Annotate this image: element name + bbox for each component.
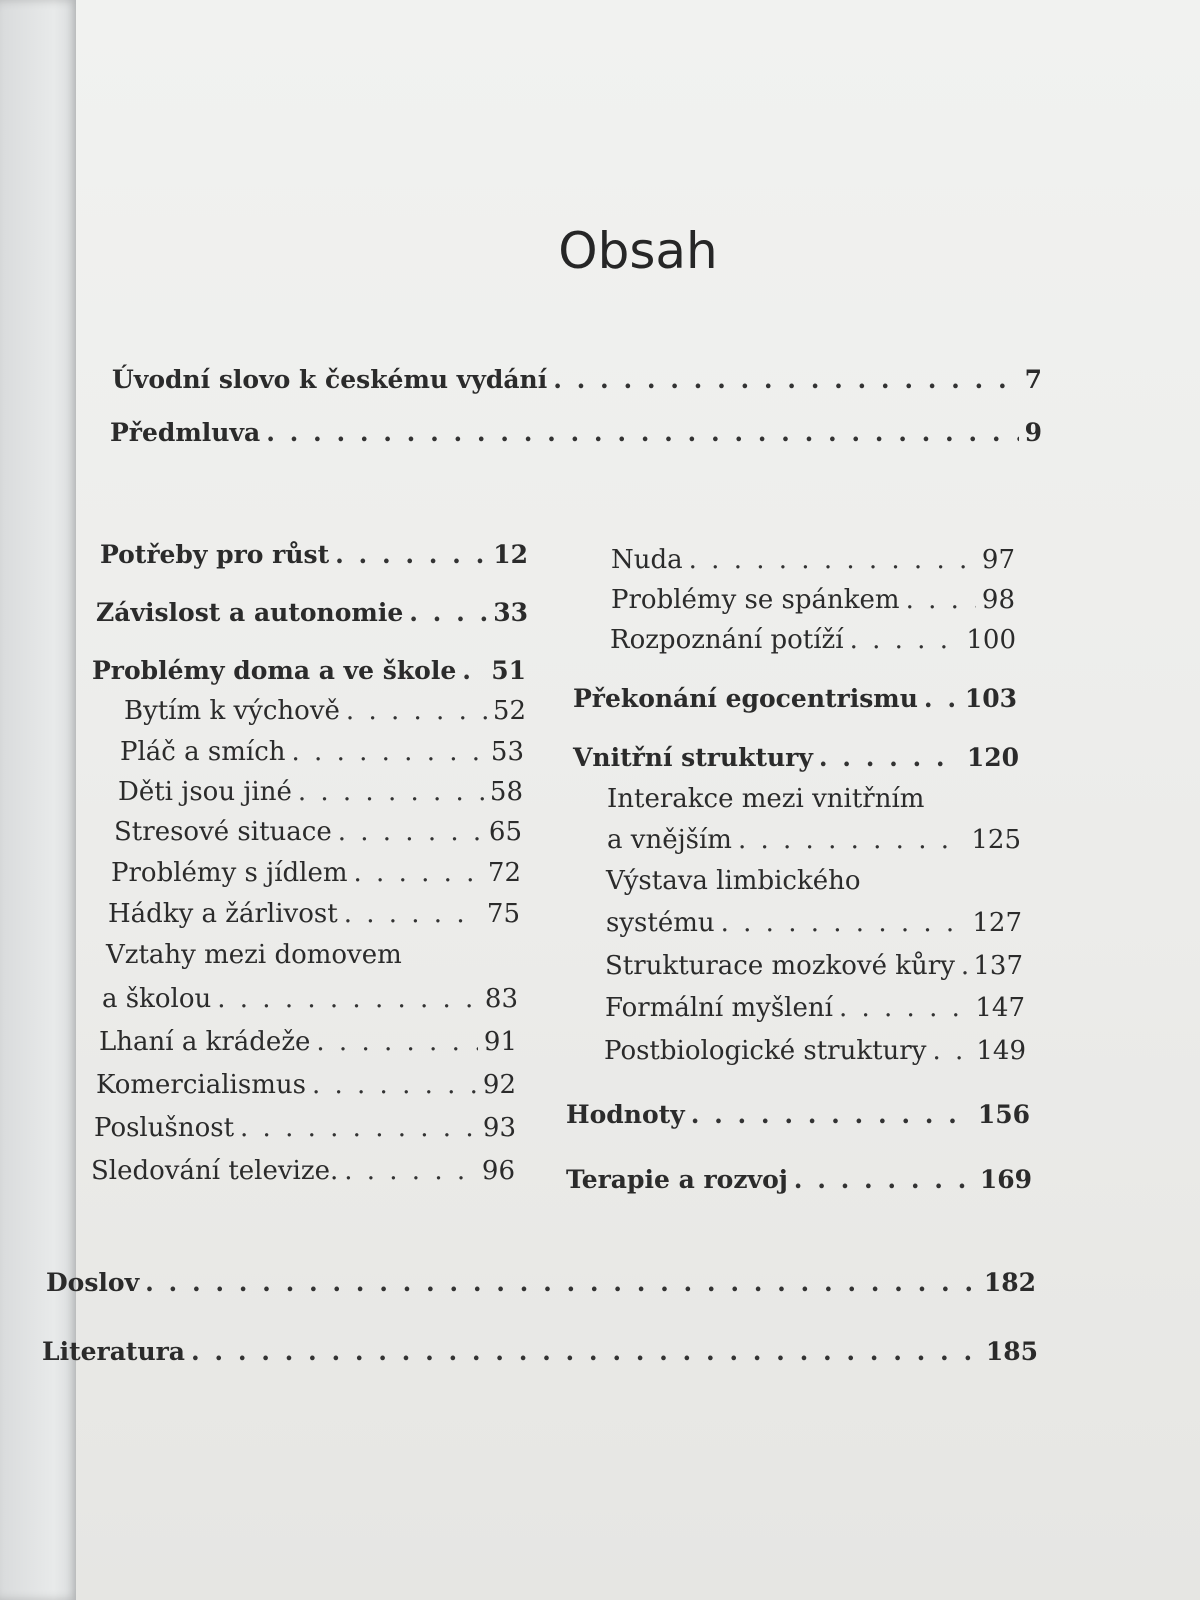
toc-entry-left-2: Závislost a autonomie . . . 33	[96, 598, 528, 627]
toc-entry-left-10-line1: Vztahy mezi domovem	[106, 940, 402, 970]
toc-entry-left-13: Poslušnost . . . 93	[94, 1113, 516, 1143]
toc-entry-left-4: Bytím k výchově . . . 52	[124, 696, 526, 726]
toc-entry-right-2: Problémy se spánkem . . . 98	[611, 585, 1015, 615]
toc-entry-right-6-line1: Interakce mezi vnitřním	[607, 784, 925, 814]
book-page	[42, 0, 1200, 1600]
toc-title: Obsah	[558, 222, 718, 280]
toc-entry-right-12: Terapie a rozvoj . . . 169	[566, 1165, 1032, 1194]
toc-entry-right-11: Hodnoty . . . 156	[566, 1100, 1030, 1129]
toc-entry-right-9: Formální myšlení . . . 147	[605, 993, 1025, 1023]
toc-entry-back-1: Doslov . . . 182	[46, 1268, 1036, 1297]
toc-entry-right-1: Nuda . . . 97	[611, 545, 1015, 575]
toc-entry-right-7: systému . . . 127	[606, 908, 1022, 938]
toc-entry-right-8: Strukturace mozkové kůry . . . 137	[605, 951, 1023, 981]
toc-entry-left-7: Stresové situace . . . 65	[114, 817, 522, 847]
toc-entry-left-1: Potřeby pro růst . . . 12	[100, 540, 528, 569]
toc-entry-right-7-line1: Výstava limbického	[606, 866, 861, 896]
toc-entry-right-3: Rozpoznání potíží . . . 100	[610, 625, 1016, 655]
toc-entry-front-2: Předmluva . . . 9	[110, 418, 1042, 447]
toc-entry-left-11: Lhaní a krádeže . . . 91	[99, 1027, 517, 1057]
toc-entry-front-1: Úvodní slovo k českému vydání . . . 7	[112, 365, 1042, 394]
toc-entry-left-14: Sledování televize. . . . 96	[91, 1156, 515, 1186]
toc-entry-left-3: Problémy doma a ve škole . . . 51	[92, 656, 526, 685]
toc-entry-right-5: Vnitřní struktury . . . 120	[573, 743, 1019, 772]
toc-entry-left-10: a školou . . . 83	[102, 984, 518, 1014]
toc-entry-right-4: Překonání egocentrismu . . . 103	[573, 684, 1017, 713]
toc-entry-left-8: Problémy s jídlem . . . 72	[111, 858, 521, 888]
toc-entry-left-12: Komercialismus . . . 92	[96, 1070, 516, 1100]
toc-entry-right-6: a vnějším . . . 125	[607, 825, 1021, 855]
toc-entry-left-6: Děti jsou jiné . . . 58	[118, 777, 523, 807]
toc-entry-right-10: Postbiologické struktury . . . 149	[604, 1036, 1026, 1066]
toc-entry-left-9: Hádky a žárlivost . . . 75	[108, 899, 520, 929]
toc-entry-left-5: Pláč a smích . . . 53	[120, 737, 524, 767]
toc-entry-back-2: Literatura . . . 185	[42, 1337, 1038, 1366]
